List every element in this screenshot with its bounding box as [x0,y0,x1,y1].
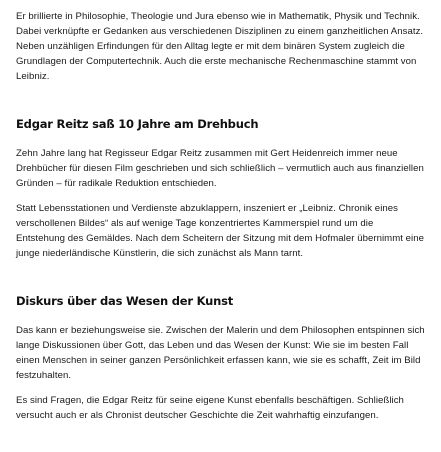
section-heading-diskurs: Diskurs über das Wesen der Kunst [16,294,234,308]
section-heading-drehbuch: Edgar Reitz saß 10 Jahre am Drehbuch [16,117,259,131]
paragraph-drehbuecher: Zehn Jahre lang hat Regisseur Edgar Reitz zusammen mit Gert Heidenreich immer neue Drehbücher für diesen Film geschrieben und sich schließlich – vermutlich auch aus finanziellen Gründen – für radikale Reduktion entschieden. [16,148,424,189]
paragraph-diskussionen: Das kann er beziehungsweise sie. Zwischen der Malerin und dem Philosophen entspinnen sich lange Diskussionen über Gott, das Leben und das Wesen der Kunst: Wie sie im besten Fall einen Menschen in seiner ganzen Persönlichkeit erfassen kann, wie sie es schafft, Zeit im Bild festzuhalten. [16,325,425,381]
paragraph-chronist: Es sind Fragen, die Edgar Reitz für seine eigene Kunst ebenfalls beschäftigen. Schließlich versucht auch er als Chronist deutscher Geschichte die Zeit wahrhaftig einzufangen. [16,395,404,421]
paragraph-kammerspiel: Statt Lebensstationen und Verdienste abzuklappern, inszeniert er „Leibniz. Chronik eines verschollenen Bildes“ als auf wenige Tage konzentriertes Kammerspiel rund um die Entstehung des Gemäldes. Nach dem Scheitern der Sitzung mit dem Hofmaler übernimmt eine junge niederländische Künstlerin, die sich zunächst als Mann tarnt. [16,203,425,259]
intro-paragraph: Er brillierte in Philosophie, Theologie und Jura ebenso wie in Mathematik, Physik und Technik. Dabei verknüpfte er Gedanken aus verschiedenen Disziplinen zu einem ganzheitlichen Ansatz. Neben unzähligen Erfindungen für den Alltag legte er mit dem binären System zugleich die Grundlagen der Computertechnik. Auch die erste mechanische Rechenmaschine stammt von Leibniz. [16,11,424,82]
